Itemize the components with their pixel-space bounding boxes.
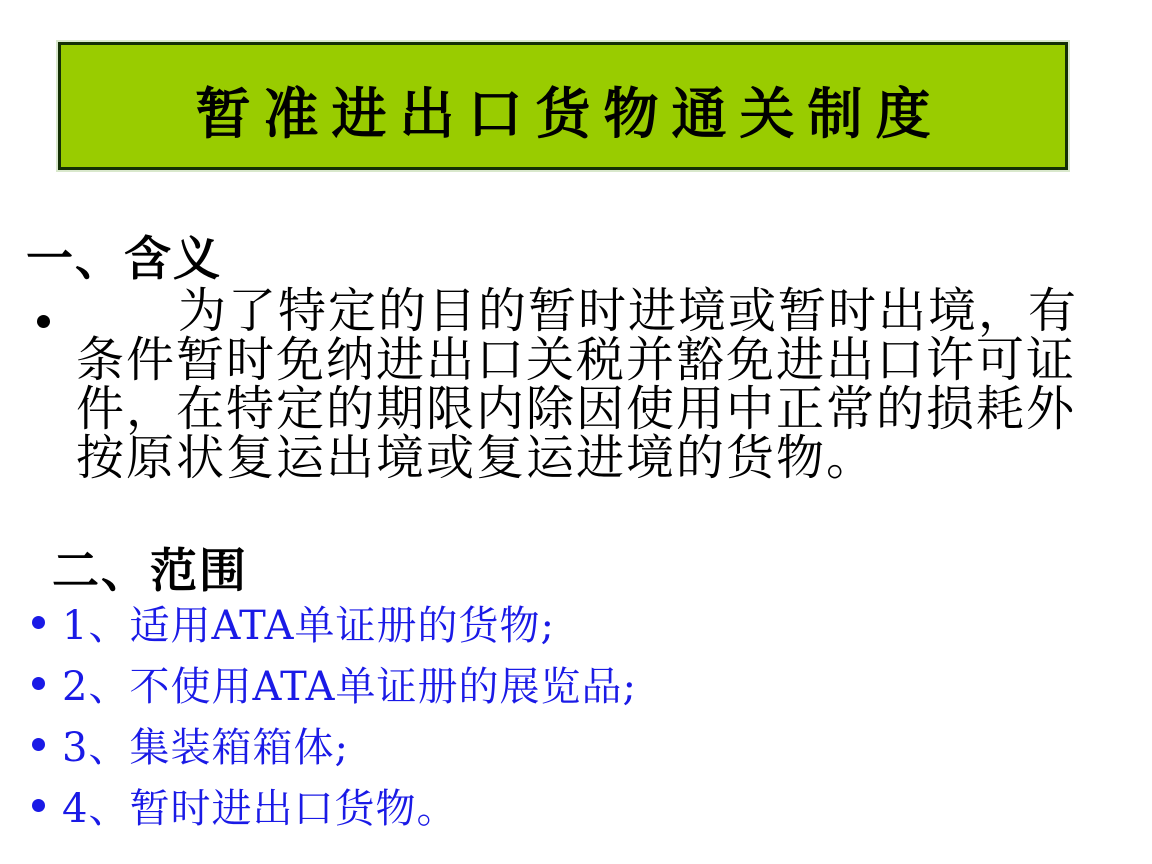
bullet-dot (32, 677, 45, 690)
title-banner (58, 42, 1068, 170)
section-heading-meaning: 一、含义 (26, 232, 222, 287)
bullet-dot (32, 738, 45, 751)
paragraph-line: 按原状复运出境或复运进境的货物。 (76, 430, 877, 486)
bullet-dot (32, 799, 45, 812)
list-item (32, 785, 637, 832)
paragraph-line: 条件暂时免纳进出口关税并豁免进出口许可证 (76, 332, 1077, 388)
slide-title: 暂准进出口货物通关制度 (195, 80, 944, 146)
section-heading-scope: 二、范围 (52, 544, 248, 599)
list-item-text: 4、暂时进出口货物。 (62, 785, 458, 832)
paragraph-line: 件，在特定的期限内除因使用中正常的损耗外 (76, 381, 1077, 437)
paragraph-line: 为了特定的目的暂时进境或暂时出境，有 (178, 283, 1079, 339)
scope-list (32, 602, 637, 846)
meaning-paragraph (76, 283, 1079, 486)
bullet-dot (37, 315, 50, 328)
list-item (32, 663, 638, 710)
list-item-text: 1、适用ATA单证册的货物; (62, 602, 556, 649)
list-item (32, 602, 637, 649)
bullet-dot (32, 616, 45, 629)
list-item-text: 3、集装箱箱体; (62, 724, 349, 771)
list-item-text: 2、不使用ATA单证册的展览品; (62, 663, 638, 710)
list-item (32, 724, 637, 771)
